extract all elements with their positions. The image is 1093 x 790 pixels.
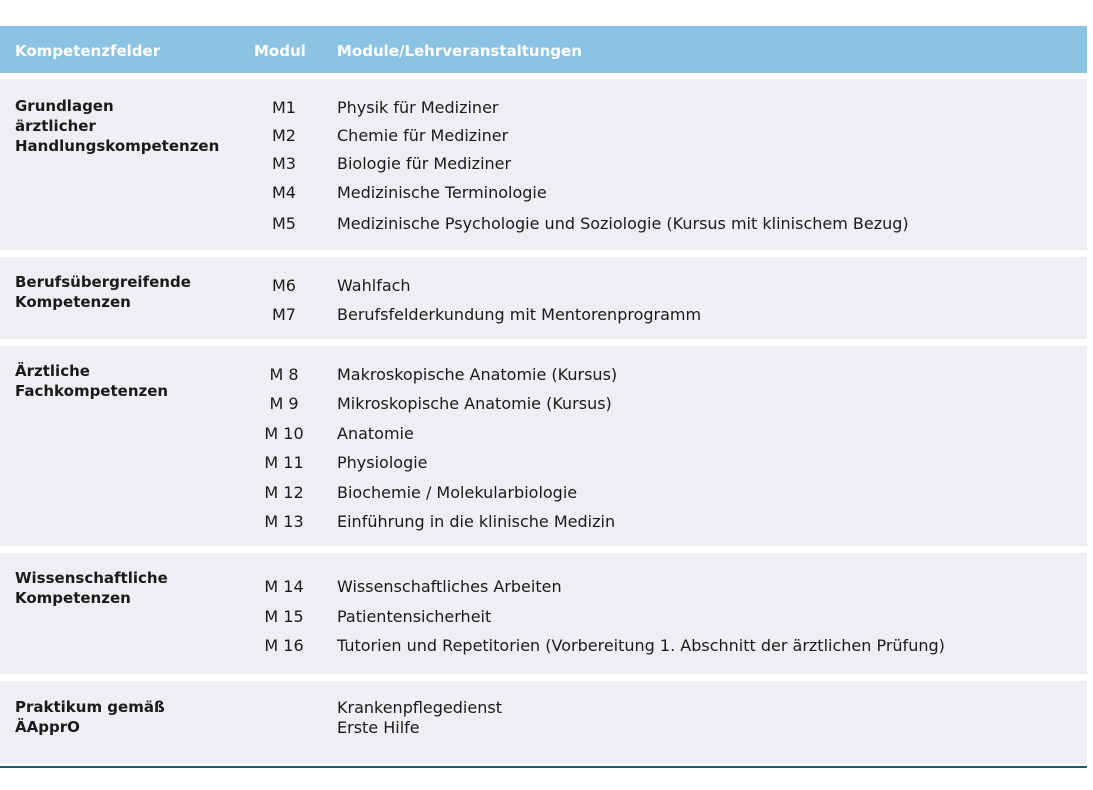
group-label-line: Ärztliche bbox=[15, 362, 90, 380]
module-title: Anatomie bbox=[337, 424, 414, 443]
module-code: M 11 bbox=[264, 453, 304, 472]
module-code: M2 bbox=[272, 126, 296, 145]
module-title: Medizinische Psychologie und Soziologie (Kursus mit klinischem Bezug) bbox=[337, 214, 909, 233]
group-label-line: Fachkompetenzen bbox=[15, 382, 169, 400]
group-label bbox=[15, 697, 245, 737]
group-label bbox=[15, 272, 245, 312]
module-code: M 14 bbox=[264, 577, 304, 596]
group-label bbox=[15, 96, 245, 156]
group-label-line: Kompetenzen bbox=[15, 293, 131, 311]
module-title: Erste Hilfe bbox=[337, 718, 420, 737]
group-wissenschaftlich bbox=[0, 553, 1087, 674]
module-code: M 9 bbox=[269, 394, 299, 413]
module-code: M6 bbox=[272, 276, 296, 295]
group-label-line: Grundlagen bbox=[15, 97, 114, 115]
group-label bbox=[15, 361, 245, 401]
group-label-line: Kompetenzen bbox=[15, 589, 131, 607]
group-berufsuebergreifend bbox=[0, 257, 1087, 339]
header-kompetenzfelder: Kompetenzfelder bbox=[15, 42, 161, 60]
header-modul: Modul bbox=[254, 42, 306, 60]
module-code: M5 bbox=[272, 214, 296, 233]
module-title: Physik für Mediziner bbox=[337, 98, 499, 117]
module-title: Wissenschaftliches Arbeiten bbox=[337, 577, 562, 596]
group-label-line: Praktikum gemäß bbox=[15, 698, 165, 716]
module-title: Biologie für Mediziner bbox=[337, 154, 512, 173]
module-code: M 8 bbox=[269, 365, 299, 384]
group-label bbox=[15, 568, 245, 608]
group-label-line: Berufsübergreifende bbox=[15, 273, 191, 291]
table-header bbox=[0, 26, 1087, 73]
module-title: Einführung in die klinische Medizin bbox=[337, 512, 616, 531]
curriculum-table bbox=[0, 26, 1087, 73]
table-bottom-rule bbox=[0, 766, 1087, 768]
group-label-line: Wissenschaftliche bbox=[15, 569, 168, 587]
module-code: M 16 bbox=[264, 636, 304, 655]
module-code: M 12 bbox=[264, 483, 304, 502]
header-module-lehrveranstaltungen: Module/Lehrveranstaltungen bbox=[337, 42, 582, 60]
module-title: Biochemie / Molekularbiologie bbox=[337, 483, 578, 502]
module-title: Medizinische Terminologie bbox=[337, 183, 547, 202]
module-code: M1 bbox=[272, 98, 296, 117]
module-title: Krankenpflegedienst bbox=[337, 698, 502, 717]
group-label-line: ÄApprO bbox=[15, 718, 80, 736]
group-praktikum bbox=[0, 681, 1087, 764]
module-code: M7 bbox=[272, 305, 296, 324]
module-title: Chemie für Mediziner bbox=[337, 126, 509, 145]
group-grundlagen bbox=[0, 79, 1087, 250]
module-code: M3 bbox=[272, 154, 296, 173]
module-title: Berufsfelderkundung mit Mentorenprogramm bbox=[337, 305, 702, 324]
module-title: Wahlfach bbox=[337, 276, 411, 295]
module-title: Patientensicherheit bbox=[337, 607, 492, 626]
group-label-line: Handlungskompetenzen bbox=[15, 137, 220, 155]
module-code: M 15 bbox=[264, 607, 304, 626]
module-code: M 13 bbox=[264, 512, 304, 531]
group-fachkompetenzen bbox=[0, 346, 1087, 546]
module-code: M 10 bbox=[264, 424, 304, 443]
module-code: M4 bbox=[272, 183, 296, 202]
module-title: Makroskopische Anatomie (Kursus) bbox=[337, 365, 618, 384]
module-title: Tutorien und Repetitorien (Vorbereitung 1. Abschnitt der ärztlichen Prüfung) bbox=[337, 636, 945, 655]
module-title: Mikroskopische Anatomie (Kursus) bbox=[337, 394, 612, 413]
group-label-line: ärztlicher bbox=[15, 117, 96, 135]
module-title: Physiologie bbox=[337, 453, 428, 472]
